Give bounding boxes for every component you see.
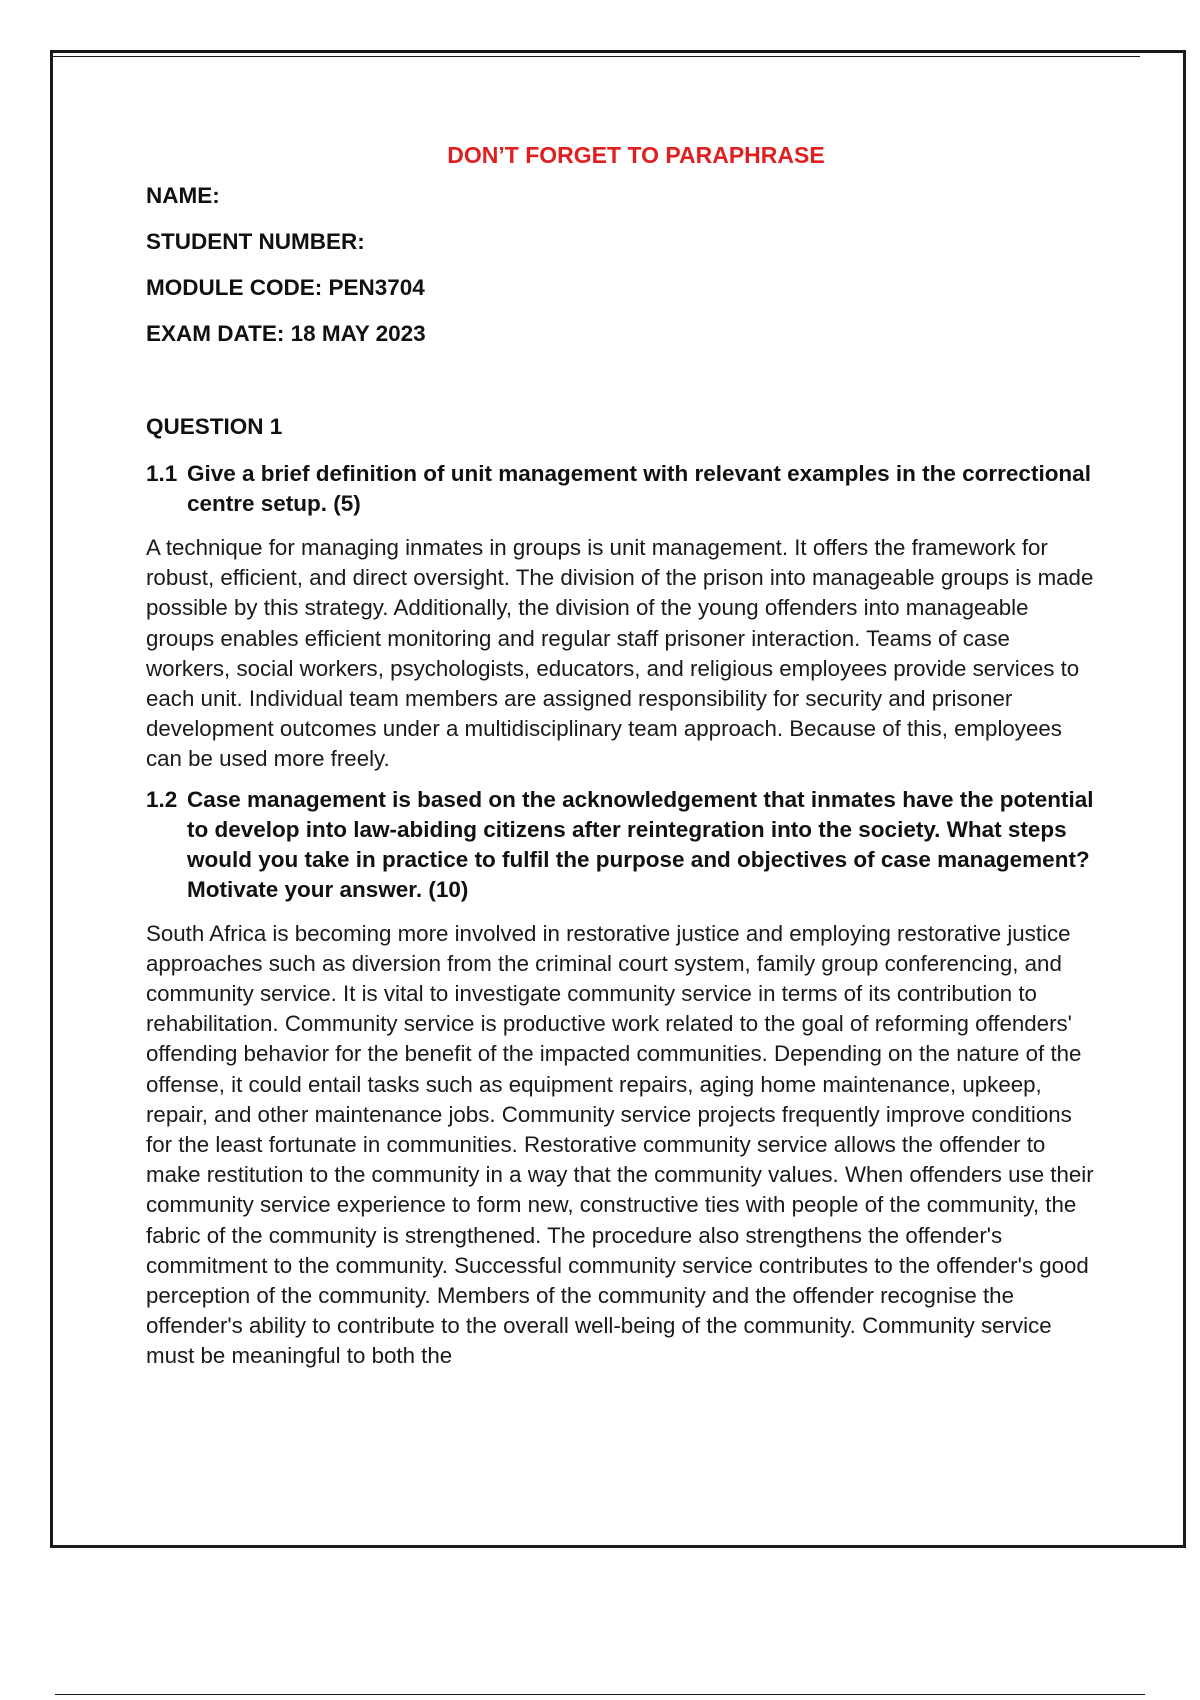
question-1-1-text: Give a brief definition of unit management with relevant examples in the correctional centre setup. (5)	[187, 461, 1091, 516]
question-1-heading: QUESTION 1	[146, 414, 283, 439]
exam-date: EXAM DATE: 18 MAY 2023	[146, 321, 426, 346]
question-1-1	[146, 459, 1096, 519]
module-code: MODULE CODE: PEN3704	[146, 275, 425, 300]
next-page-top-border	[55, 1694, 1145, 1695]
answer-1-1: A technique for managing inmates in groups is unit management. It offers the framework for robust, efficient, and direct oversight. The division of the prison into manageable groups is made possible by this strategy. Additionally, the division of the young offenders into manageable groups enables efficient monitoring and regular staff prisoner interaction. Teams of case workers, social workers, psychologists, educators, and religious employees provide services to each unit. Individual team members are assigned responsibility for security and prisoner development outcomes under a multidisciplinary team approach. Because of this, employees can be used more freely.	[146, 535, 1094, 772]
document-content	[146, 142, 1096, 1382]
question-1-1-number: 1.1	[146, 461, 178, 486]
name-label: NAME:	[146, 183, 220, 208]
question-1-2-text: Case management is based on the acknowledgement that inmates have the potential to develop into law-abiding citizens after reintegration into the society. What steps would you take in practice to fulfil the purpose and objectives of case management? Motivate your answer. (10)	[187, 786, 1094, 902]
question-1-2-number: 1.2	[146, 786, 178, 812]
question-1-2	[146, 785, 1096, 905]
answer-1-2: South Africa is becoming more involved in restorative justice and employing restorative justice approaches such as diversion from the criminal court system, family group conferencing, and community service. It is vital to investigate community service in terms of its contribution to rehabilitation. Community service is productive work related to the goal of reforming offenders' offending behavior for the benefit of the impacted communities. Depending on the nature of the offense, it could entail tasks such as equipment repairs, aging home maintenance, upkeep, repair, and other maintenance jobs. Community service projects frequently improve conditions for the least fortunate in communities. Restorative community service allows the offender to make restitution to the community in a way that the community values. When offenders use their community service experience to form new, constructive ties with people of the community, the fabric of the community is strengthened. The procedure also strengthens the offender's commitment to the community. Successful community service contributes to the offender's good perception of the community. Members of the community and the offender recognise the offender's ability to contribute to the overall well-being of the community. Community service must be meaningful to both the	[146, 920, 1094, 1369]
student-number-label: STUDENT NUMBER:	[146, 229, 365, 254]
paraphrase-banner: DON’T FORGET TO PARAPHRASE	[447, 142, 825, 168]
